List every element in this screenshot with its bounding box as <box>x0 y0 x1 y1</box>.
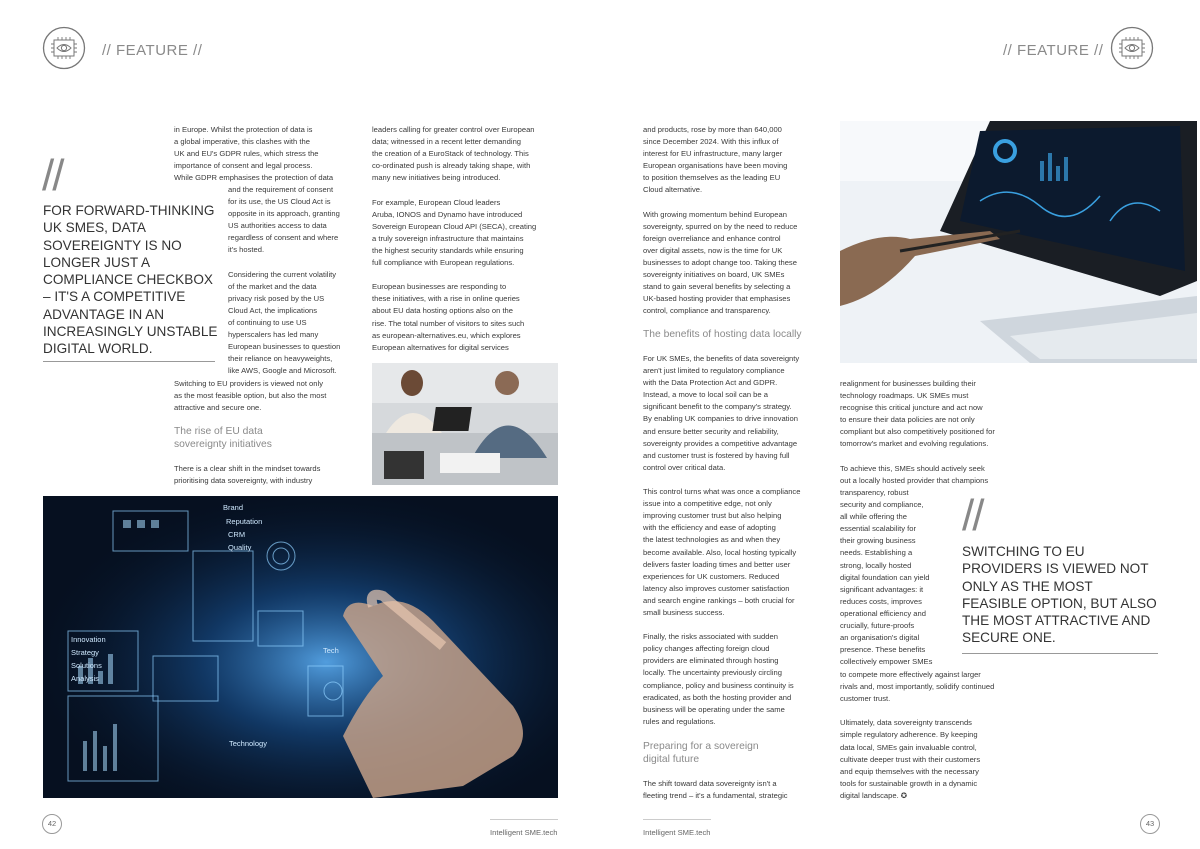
body-line: these initiatives, with a rise in online queries <box>372 294 520 304</box>
body-line: full compliance with European regulations. <box>372 258 515 268</box>
hero-label-quality: Quality <box>228 543 252 552</box>
right-col4-top <box>840 378 1030 487</box>
body-line: their reliance on heavyweights, <box>228 354 333 364</box>
body-line: security and compliance, <box>840 500 924 510</box>
body-line: sovereignty, spurred on by the need to reduce <box>643 221 798 231</box>
left-subhead <box>174 426 364 451</box>
body-line <box>643 197 833 209</box>
body-line: regardless of consent and where <box>228 233 339 243</box>
body-line: realignment for businesses building their <box>840 379 976 388</box>
body-line: an organisation's digital <box>840 633 920 643</box>
right-footer-rule <box>643 819 711 820</box>
body-line: importance of consent and legal process. <box>174 161 313 171</box>
body-line: essential scalability for <box>840 524 916 534</box>
body-line: European organisations have been moving <box>643 161 788 171</box>
hero-label-innovation: Innovation <box>71 635 106 644</box>
hero-label-crm: CRM <box>228 530 246 539</box>
body-line: interest for EU infrastructure, many larger <box>643 149 783 159</box>
body-line: sovereignty provides a competitive advantage <box>643 438 798 448</box>
body-line: over digital assets, now is the time for UK <box>643 245 783 255</box>
left-quote-mark: // <box>42 151 63 200</box>
body-line <box>840 451 1030 463</box>
body-line: data local, SMEs gain invaluable control, <box>840 742 977 752</box>
body-line: all while offering the <box>840 512 907 522</box>
body-line: significant benefit to the company's strategy. <box>643 402 792 412</box>
hero-label-tech: Tech <box>323 646 339 655</box>
subhead-line: Preparing for a sovereign <box>643 741 759 752</box>
right-col4-after <box>840 669 1030 802</box>
body-line: sovereignty initiatives on board, UK SMEs <box>643 270 785 280</box>
subhead-line: sovereignty initiatives <box>174 438 272 450</box>
body-line: US authorities access to data <box>228 221 327 231</box>
right-col3-b <box>643 353 833 728</box>
body-line: privacy risk posed by the US <box>228 293 325 303</box>
body-line: policy changes affecting foreign cloud <box>643 644 770 654</box>
subhead-line: The rise of EU data <box>174 426 263 437</box>
body-line <box>840 705 1030 717</box>
body-line: to compete more effectively against larger <box>840 670 981 679</box>
body-line: Cloud Act, the implications <box>228 305 318 315</box>
body-line: crucially, future-proofs <box>840 621 915 631</box>
body-line: businesses to adopt change too. Taking these <box>643 258 797 268</box>
body-line: collectively empower SMEs <box>840 657 933 667</box>
body-line: small business success. <box>643 607 725 617</box>
body-line: a global imperative, this clashes with the <box>174 137 310 147</box>
body-line: about EU data hosting options also on the <box>372 306 514 316</box>
body-line: Aruba, IONOS and Dynamo have introduced <box>372 209 523 219</box>
body-line: stand to gain several benefits by selecting a <box>643 282 791 292</box>
eye-chip-icon <box>42 26 86 70</box>
body-line: it's hosted. <box>228 245 265 255</box>
body-line: hyperscalers has led many <box>228 330 319 340</box>
subhead-line: digital future <box>643 753 700 765</box>
body-line: This control turns what was once a compliance <box>643 487 801 497</box>
right-footer-text: Intelligent SME.tech <box>643 828 711 837</box>
body-line: Finally, the risks associated with sudden <box>643 632 778 642</box>
body-line: attractive and secure one. <box>174 403 262 413</box>
body-line: foreign overreliance and enhance control <box>643 233 781 243</box>
left-quote-rule <box>43 361 215 362</box>
body-line: European businesses to question <box>228 342 341 352</box>
body-line: Sovereign European Cloud API (SECA), creating <box>372 221 537 231</box>
body-line: to position themselves as the leading EU <box>643 173 781 183</box>
body-line: needs. Establishing a <box>840 548 913 558</box>
body-line: rivals and, most importantly, solidify continued <box>840 682 995 692</box>
body-line: leaders calling for greater control over European <box>372 125 535 134</box>
body-line: fleeting trend – it's a fundamental, strategic <box>643 791 788 801</box>
body-line: with the Data Protection Act and GDPR. <box>643 378 778 388</box>
body-line: and customer trust is fostered by having full <box>643 450 790 460</box>
hero-label-technology: Technology <box>229 739 267 748</box>
hero-label-reputation: Reputation <box>226 517 263 526</box>
body-line: Cloud alternative. <box>643 185 703 195</box>
hero-label-analysis: Analysis <box>71 674 99 683</box>
body-line: control over critical data. <box>643 462 726 472</box>
body-line: tools for sustainable growth in a dynamic <box>840 778 978 788</box>
right-col3-a <box>643 124 833 318</box>
body-line: Considering the current volatility <box>228 269 337 279</box>
body-line: with the efficiency and ease of adopting <box>643 523 776 533</box>
right-subhead-benefits <box>643 329 833 342</box>
meeting-photo <box>372 363 558 485</box>
body-line: to ensure their data policies are not only <box>840 415 975 425</box>
body-line <box>228 257 363 269</box>
body-line: There is a clear shift in the mindset towards <box>174 464 321 473</box>
left-pull-quote: FOR FORWARD-THINKING UK SMES, DATA SOVEREIGNTY IS NO LONGER JUST A COMPLIANCE CHECKBOX – IT'S A COMPETITIVE ADVANTAGE IN AN INCREASINGLY UNSTABLE DIGITAL WORLD. <box>43 203 218 357</box>
body-line: become available. Also, local hosting typically <box>643 547 797 557</box>
hero-label-brand: Brand <box>223 503 244 512</box>
left-col1-end <box>174 463 364 487</box>
body-line <box>372 269 562 281</box>
body-line: By enabling UK companies to drive innovation <box>643 414 798 424</box>
hero-label-solutions: Solutions <box>71 661 102 670</box>
body-line: compliance, policy and business continuity is <box>643 680 794 690</box>
hero-label-strategy: Strategy <box>71 648 99 657</box>
body-line: reduces costs, improves <box>840 596 922 606</box>
body-line: recognise this critical juncture and act now <box>840 403 983 413</box>
body-line: For example, European Cloud leaders <box>372 197 501 207</box>
body-line: technology roadmaps. UK SMEs must <box>840 391 969 401</box>
body-line: digital landscape. ✪ <box>840 790 908 800</box>
body-line: latency also improves customer satisfaction <box>643 583 790 593</box>
body-line: business will be operating under the same <box>643 704 785 714</box>
body-line: transparency, robust <box>840 488 909 497</box>
left-footer-rule <box>490 819 558 820</box>
body-line: operational efficiency and <box>840 608 926 618</box>
body-line: as the most feasible option, but also the most <box>174 391 327 401</box>
body-line: the highest security standards while ensuring <box>372 245 524 255</box>
left-col2 <box>372 124 562 354</box>
body-line: and ensure better security and reliability, <box>643 426 779 436</box>
body-line: delivers faster loading times and better user <box>643 559 791 569</box>
right-pull-quote: SWITCHING TO EU PROVIDERS IS VIEWED NOT ONLY AS THE MOST FEASIBLE OPTION, BUT ALSO THE MOST ATTRACTIVE AND SECURE ONE. <box>962 544 1157 646</box>
right-quote-rule <box>962 653 1158 654</box>
body-line: While GDPR emphasises the protection of data <box>174 173 334 183</box>
body-line: and equip themselves with the necessary <box>840 766 979 776</box>
body-line: strong, locally hosted <box>840 560 912 570</box>
body-line: tomorrow's market and evolving regulations. <box>840 439 989 449</box>
body-line: improving customer trust but also helping <box>643 511 782 521</box>
body-line: in Europe. Whilst the protection of data is <box>174 125 313 134</box>
left-logo <box>42 26 86 75</box>
body-line: UK-based hosting provider that emphasises <box>643 294 791 304</box>
left-footer-text: Intelligent SME.tech <box>490 828 558 837</box>
right-section-label: // FEATURE // <box>1003 42 1104 59</box>
body-line: like AWS, Google and Microsoft. <box>228 366 337 376</box>
body-line: Switching to EU providers is viewed not only <box>174 379 323 388</box>
body-line: eradicated, as both the hosting provider and <box>643 692 792 702</box>
body-line: control, compliance and transparency. <box>643 306 771 316</box>
body-line: compliant but also competitively positioned for <box>840 427 995 437</box>
left-col1-wrap <box>228 184 363 378</box>
body-line: Ultimately, data sovereignty transcends <box>840 718 972 728</box>
body-line: data; witnessed in a recent letter demanding <box>372 137 522 147</box>
body-line: digital foundation can yield <box>840 572 930 582</box>
body-line: To achieve this, SMEs should actively seek <box>840 463 985 473</box>
body-line: providers are eliminated through hosting <box>643 656 779 666</box>
body-line: aren't just limited to regulatory compliance <box>643 366 785 376</box>
body-line <box>643 619 833 631</box>
body-line: and products, rose by more than 640,000 <box>643 125 782 134</box>
body-line: rules and regulations. <box>643 716 716 726</box>
body-line: significant advantages: it <box>840 584 924 594</box>
body-line: of continuing to use US <box>228 318 307 328</box>
right-logo <box>1110 26 1154 75</box>
body-line: simple regulatory adherence. By keeping <box>840 730 978 740</box>
body-line: With growing momentum behind European <box>643 209 787 219</box>
body-line: a truly sovereign infrastructure that maintains <box>372 233 524 243</box>
hero-tech-image <box>43 496 558 798</box>
tablet-photo <box>840 121 1197 363</box>
eye-chip-icon <box>1110 26 1154 70</box>
body-line: co-ordinated push is already taking shape, with <box>372 161 531 171</box>
right-col3-c <box>643 778 833 802</box>
body-line: and search engine rankings – both crucial for <box>643 595 795 605</box>
right-quote-mark: // <box>962 491 983 540</box>
body-line: customer trust. <box>840 694 891 704</box>
body-line: out a locally hosted provider that champions <box>840 475 989 485</box>
left-section-label: // FEATURE // <box>102 42 203 59</box>
body-line <box>372 184 562 196</box>
body-line: issue into a competitive edge, not only <box>643 499 772 509</box>
body-line: cultivate deeper trust with their customers <box>840 754 981 764</box>
body-line: of the market and the data <box>228 281 317 291</box>
body-line: since December 2024. With this influx of <box>643 137 779 147</box>
body-line: rise. The total number of visitors to sites such <box>372 318 525 328</box>
left-col1-after <box>174 378 364 414</box>
right-subhead-preparing <box>643 741 833 766</box>
body-line: For UK SMEs, the benefits of data sovereignty <box>643 354 800 363</box>
body-line: UK and EU's GDPR rules, which stress the <box>174 149 319 159</box>
body-line: locally. The uncertainty previously circling <box>643 668 782 678</box>
body-line: Instead, a move to local soil can be a <box>643 390 768 400</box>
right-col4-wrap <box>840 487 960 668</box>
body-line: the creation of a EuroStack of technology. This <box>372 149 529 159</box>
body-line: many new initiatives being introduced. <box>372 173 501 183</box>
body-line: European businesses are responding to <box>372 282 507 292</box>
body-line: presence. These benefits <box>840 645 926 655</box>
body-line: opposite in its approach, granting <box>228 209 340 219</box>
body-line: The shift toward data sovereignty isn't a <box>643 779 777 788</box>
body-line: experiences for UK customers. Reduced <box>643 571 780 581</box>
body-line: European alternatives for digital services <box>372 342 509 352</box>
body-line: as european-alternatives.eu, which explores <box>372 330 521 340</box>
right-page-number: 43 <box>1140 814 1160 834</box>
left-col1-top <box>174 124 364 184</box>
body-line: the latest technologies as and when they <box>643 535 781 545</box>
body-line <box>643 474 833 486</box>
body-line: and the requirement of consent <box>228 185 334 194</box>
body-line: for its use, the US Cloud Act is <box>228 197 331 207</box>
subhead-line: The benefits of hosting data locally <box>643 329 802 340</box>
left-page-number: 42 <box>42 814 62 834</box>
body-line: prioritising data sovereignty, with industry <box>174 476 313 486</box>
body-line: their growing business <box>840 536 916 546</box>
